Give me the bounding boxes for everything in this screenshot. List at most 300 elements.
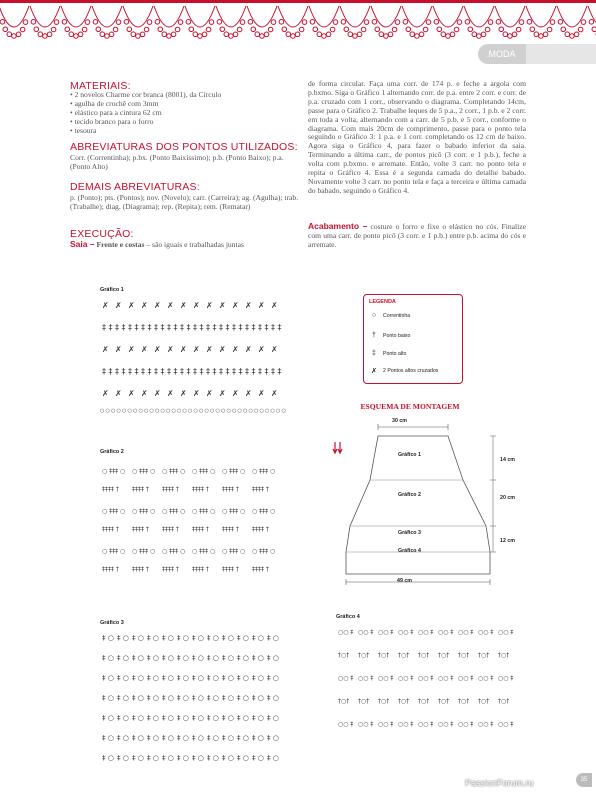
legend-label: Correntinha bbox=[383, 312, 411, 319]
crochet-stitch-icon: ‡ ○ bbox=[177, 754, 189, 762]
grafico-3-diagram bbox=[98, 630, 288, 775]
crochet-stitch-icon: ‡‡‡‡ † bbox=[252, 566, 269, 573]
lace-loop bbox=[570, 34, 575, 39]
crochet-stitch-icon: ✗ bbox=[232, 389, 239, 398]
crochet-stitch-icon: ‡ ○ bbox=[222, 654, 234, 662]
crochet-stitch-icon: ‡ ○ bbox=[162, 654, 174, 662]
crochet-stitch-icon: ‡ ○ bbox=[222, 694, 234, 702]
grafico-1-diagram bbox=[98, 296, 288, 416]
lace-loop bbox=[175, 27, 180, 32]
crochet-stitch-icon: ○○ ‡ bbox=[478, 629, 494, 636]
lace-loop bbox=[574, 32, 579, 37]
crochet-stitch-icon: ‡ ○ bbox=[162, 634, 174, 642]
crochet-stitch-icon: ‡ ‡ bbox=[154, 323, 165, 332]
crochet-stitch-icon: ‡ ○ bbox=[132, 654, 144, 662]
crochet-stitch-icon: ○ ‡‡‡ ○ bbox=[162, 468, 186, 475]
lace-loop bbox=[20, 27, 25, 32]
crochet-stitch-icon: ‡ ○ bbox=[192, 694, 204, 702]
crochet-stitch-icon: ✗ bbox=[271, 301, 278, 310]
crochet-stitch-icon: ○ ‡‡‡ ○ bbox=[102, 548, 126, 555]
lace-loop bbox=[392, 27, 397, 32]
crochet-stitch-icon: ○○ ‡ bbox=[338, 721, 354, 728]
crochet-stitch-icon: ✗ bbox=[258, 301, 265, 310]
lace-loop bbox=[260, 34, 265, 39]
lace-loop bbox=[127, 27, 132, 32]
crochet-stitch-icon: †○† bbox=[418, 652, 430, 659]
crochet-stitch-icon: ○○ ‡ bbox=[398, 629, 414, 636]
crochet-stitch-icon: ‡ ‡ bbox=[180, 323, 191, 332]
saia-paragraph bbox=[70, 240, 302, 250]
lace-loop bbox=[592, 27, 596, 32]
lace-loop bbox=[446, 34, 451, 39]
lace-loop bbox=[34, 27, 39, 32]
lace-loop bbox=[186, 20, 191, 25]
lace-loop bbox=[96, 27, 101, 32]
lace-loop bbox=[477, 34, 482, 39]
lace-loop bbox=[23, 20, 28, 25]
lace-loop bbox=[279, 20, 284, 25]
crochet-stitch-icon: ✗ bbox=[154, 301, 161, 310]
lace-loop bbox=[291, 34, 296, 39]
lace-loop bbox=[388, 32, 393, 37]
crochet-stitch-icon: ○ bbox=[232, 408, 237, 414]
grafico-4-diagram bbox=[334, 622, 524, 747]
crochet-stitch-icon: ‡ ○ bbox=[117, 754, 129, 762]
crochet-stitch-icon: ‡ ○ bbox=[222, 754, 234, 762]
crochet-stitch-icon: ‡ ○ bbox=[102, 694, 114, 702]
acabamento-paragraph bbox=[308, 222, 526, 250]
lace-loop bbox=[69, 32, 74, 37]
crochet-stitch-icon: ○ ‡‡‡ ○ bbox=[222, 548, 246, 555]
materiais-heading: MATERIAIS: bbox=[70, 80, 131, 92]
crochet-stitch-icon: ✗ bbox=[128, 301, 135, 310]
abrev-pontos-text: Corr. (Correntinha); p.bx. (Ponto Baixíssimo); p.b. (Ponto Baixo); p.a. (Ponto Alto) bbox=[70, 153, 284, 171]
crochet-stitch-icon: ✗ bbox=[141, 301, 148, 310]
lace-loop bbox=[229, 34, 234, 39]
crochet-stitch-icon: ○○ ‡ bbox=[498, 675, 514, 682]
lace-loop bbox=[485, 27, 490, 32]
lace-loop bbox=[344, 27, 349, 32]
crochet-stitch-icon: ‡ ‡ bbox=[115, 367, 126, 376]
crochet-stitch-icon: ‡ ○ bbox=[237, 754, 249, 762]
lace-loop bbox=[65, 27, 70, 32]
lace-loop bbox=[3, 27, 8, 32]
lace-loop bbox=[457, 20, 462, 25]
lace-loop bbox=[295, 32, 300, 37]
crochet-stitch-icon: ‡ ○ bbox=[117, 694, 129, 702]
crochet-stitch-icon: ✗ bbox=[115, 389, 122, 398]
crochet-stitch-icon: ‡ ○ bbox=[177, 654, 189, 662]
crochet-stitch-icon: ○ bbox=[248, 408, 253, 414]
saia-label: Saia – bbox=[70, 239, 95, 249]
lace-loop bbox=[589, 20, 594, 25]
crochet-stitch-icon: ○○ ‡ bbox=[358, 675, 374, 682]
crochet-stitch-icon: †○† bbox=[358, 652, 370, 659]
lace-loop bbox=[302, 20, 307, 25]
crochet-stitch-icon: ‡ ‡ bbox=[141, 367, 152, 376]
lace-loop bbox=[558, 20, 563, 25]
lace-loop bbox=[158, 27, 163, 32]
lace-loop bbox=[167, 34, 172, 39]
crochet-stitch-icon: ‡ ○ bbox=[102, 714, 114, 722]
crochet-stitch-icon: †○† bbox=[438, 652, 450, 659]
lace-loop bbox=[534, 32, 539, 37]
lace-loop bbox=[468, 27, 473, 32]
crochet-stitch-icon: ‡ ○ bbox=[252, 674, 264, 682]
crochet-stitch-icon: ✗ bbox=[154, 389, 161, 398]
lace-loop bbox=[406, 27, 411, 32]
lace-loop bbox=[488, 20, 493, 25]
lace-loop bbox=[206, 27, 211, 32]
lace-loop bbox=[43, 34, 48, 39]
crochet-stitch-icon: ‡ ‡ bbox=[128, 367, 139, 376]
lace-loop bbox=[357, 32, 362, 37]
crochet-stitch-icon: ‡ ○ bbox=[237, 634, 249, 642]
crochet-stitch-icon: ‡ ○ bbox=[267, 654, 279, 662]
crochet-stitch-icon: ○○ ‡ bbox=[398, 721, 414, 728]
crochet-stitch-icon: ‡ ○ bbox=[132, 694, 144, 702]
lace-loop bbox=[178, 20, 183, 25]
crochet-stitch-icon: ✗ bbox=[245, 389, 252, 398]
crochet-stitch-icon: ‡ ○ bbox=[162, 694, 174, 702]
lace-loop bbox=[202, 32, 207, 37]
lace-loop bbox=[415, 34, 420, 39]
lace-loop bbox=[379, 32, 384, 37]
crochet-stitch-icon: ○ ‡‡‡ ○ bbox=[102, 468, 126, 475]
crochet-stitch-icon: ‡ ‡ bbox=[167, 323, 178, 332]
crochet-stitch-icon: ‡ ‡ bbox=[232, 323, 243, 332]
crochet-stitch-icon: ○ ‡‡‡ ○ bbox=[192, 548, 216, 555]
lace-loop bbox=[375, 27, 380, 32]
crochet-stitch-icon: ‡ ‡ bbox=[193, 367, 204, 376]
crochet-stitch-icon: †○† bbox=[478, 652, 490, 659]
lace-loop bbox=[124, 20, 129, 25]
legend-item bbox=[370, 312, 410, 319]
legend-item bbox=[370, 332, 410, 339]
lace-loop bbox=[198, 34, 203, 39]
lace-loop bbox=[193, 32, 198, 37]
crochet-stitch-icon: ‡ ○ bbox=[102, 674, 114, 682]
crochet-stitch-icon: ○ ‡‡‡ ○ bbox=[132, 548, 156, 555]
crochet-stitch-icon: ‡ ○ bbox=[207, 714, 219, 722]
crochet-stitch-icon: ○ bbox=[270, 408, 275, 414]
crochet-stitch-icon: ○ bbox=[210, 408, 215, 414]
chain-icon: ○ bbox=[371, 312, 377, 319]
crochet-stitch-icon: ‡ ○ bbox=[267, 674, 279, 682]
lace-loop bbox=[113, 27, 118, 32]
crochet-stitch-icon: ✗ bbox=[219, 301, 226, 310]
section-grafico-1: Gráfico 1 bbox=[398, 452, 421, 458]
acabamento-text: costure o forro e fixe o elástico no cós. Finalize com uma carr. de ponto picô (3 corr. e 1 p.b.) entre p.b. acima do cós e arremate. bbox=[308, 222, 526, 249]
crochet-stitch-icon: ○ bbox=[265, 408, 270, 414]
crochet-stitch-icon: ‡ ○ bbox=[192, 754, 204, 762]
crochet-stitch-icon: ○ bbox=[199, 408, 204, 414]
crochet-stitch-icon: ‡ ‡ bbox=[206, 323, 217, 332]
crochet-stitch-icon: ○ bbox=[133, 408, 138, 414]
crochet-stitch-icon: ✗ bbox=[102, 301, 109, 310]
crochet-stitch-icon: ‡ ○ bbox=[267, 694, 279, 702]
crochet-stitch-icon: ‡ ○ bbox=[192, 714, 204, 722]
lace-loop bbox=[74, 34, 79, 39]
lace-loop bbox=[116, 20, 121, 25]
crochet-stitch-icon: ‡ ○ bbox=[102, 734, 114, 742]
crochet-stitch-icon: ‡‡‡‡ † bbox=[102, 566, 119, 573]
crochet-stitch-icon: ○ bbox=[171, 408, 176, 414]
grafico-4-label: Gráfico 4 bbox=[336, 614, 360, 620]
lace-loop bbox=[496, 20, 501, 25]
crochet-stitch-icon: ‡ ‡ bbox=[193, 323, 204, 332]
crochet-stitch-icon: ✗ bbox=[232, 301, 239, 310]
crochet-stitch-icon: †○† bbox=[458, 652, 470, 659]
crochet-stitch-icon: ‡ ‡ bbox=[180, 367, 191, 376]
crochet-stitch-icon: ○ bbox=[204, 408, 209, 414]
acabamento-label: Acabamento – bbox=[308, 221, 368, 231]
crochet-stitch-icon: ○ ‡‡‡ ○ bbox=[252, 548, 276, 555]
legend-label: 2 Pontos altos cruzados bbox=[383, 368, 439, 374]
crochet-stitch-icon: ‡ ○ bbox=[132, 674, 144, 682]
crochet-stitch-icon: ‡ ○ bbox=[177, 714, 189, 722]
lace-loop bbox=[465, 20, 470, 25]
top-width: 30 cm bbox=[392, 418, 408, 424]
crochet-stitch-icon: ✗ bbox=[115, 345, 122, 354]
crochet-stitch-icon: ‡ ○ bbox=[222, 734, 234, 742]
lace-loop bbox=[364, 20, 369, 25]
lace-loop bbox=[454, 27, 459, 32]
crochet-stitch-icon: ‡‡‡‡ † bbox=[252, 486, 269, 493]
crochet-stitch-icon: †○† bbox=[338, 698, 350, 705]
crochet-stitch-icon: ‡ ○ bbox=[192, 734, 204, 742]
crochet-stitch-icon: ○ ‡‡‡ ○ bbox=[162, 548, 186, 555]
lace-loop bbox=[268, 27, 273, 32]
crochet-stitch-icon: ✗ bbox=[232, 345, 239, 354]
lace-loop bbox=[341, 20, 346, 25]
crochet-stitch-icon: ‡ ○ bbox=[267, 634, 279, 642]
crochet-stitch-icon: ○ bbox=[259, 408, 264, 414]
section-grafico-2: Gráfico 2 bbox=[398, 492, 421, 498]
dim-20: 20 cm bbox=[500, 495, 516, 501]
crochet-stitch-icon: ○○ ‡ bbox=[478, 675, 494, 682]
lace-loop bbox=[240, 20, 245, 25]
crochet-stitch-icon: ‡ ○ bbox=[267, 734, 279, 742]
lace-loop bbox=[85, 20, 90, 25]
lace-loop bbox=[395, 20, 400, 25]
crochet-stitch-icon: ‡ ○ bbox=[252, 734, 264, 742]
crochet-stitch-icon: ✗ bbox=[219, 345, 226, 354]
section-grafico-3: Gráfico 3 bbox=[398, 530, 421, 536]
lace-loop bbox=[100, 32, 105, 37]
crochet-stitch-icon: ‡ ‡ bbox=[206, 367, 217, 376]
lace-loop bbox=[434, 20, 439, 25]
crochet-stitch-icon: ‡ ○ bbox=[117, 734, 129, 742]
crochet-stitch-icon: ○ bbox=[144, 408, 149, 414]
abrev-pontos-heading: ABREVIATURAS DOS PONTOS UTILIZADOS: bbox=[70, 141, 298, 153]
lace-loop bbox=[82, 27, 87, 32]
crochet-stitch-icon: ✗ bbox=[180, 345, 187, 354]
crochet-stitch-icon: ‡ ○ bbox=[102, 754, 114, 762]
crochet-stitch-icon: ○ bbox=[100, 408, 105, 414]
crochet-stitch-icon: ‡ ○ bbox=[237, 714, 249, 722]
crochet-stitch-icon: ✗ bbox=[154, 345, 161, 354]
crochet-stitch-icon: ‡ ○ bbox=[147, 694, 159, 702]
legend-label: Ponto baixo bbox=[383, 332, 411, 339]
lace-loop bbox=[299, 27, 304, 32]
crochet-stitch-icon: ‡ ○ bbox=[252, 694, 264, 702]
crochet-stitch-icon: ✗ bbox=[271, 389, 278, 398]
crochet-stitch-icon: ✗ bbox=[141, 345, 148, 354]
crochet-stitch-icon: ‡ ○ bbox=[147, 714, 159, 722]
lace-loop bbox=[313, 27, 318, 32]
crochet-stitch-icon: ○ bbox=[111, 408, 116, 414]
lace-loop bbox=[209, 20, 214, 25]
lace-loop bbox=[38, 32, 43, 37]
lace-loop bbox=[147, 20, 152, 25]
crochet-stitch-icon: ○ bbox=[276, 408, 281, 414]
lace-loop bbox=[282, 27, 287, 32]
crochet-stitch-icon: ○ bbox=[105, 408, 110, 414]
crochet-stitch-icon: †○† bbox=[418, 698, 430, 705]
section-tag-bar bbox=[526, 44, 596, 64]
crochet-stitch-icon: ‡ ○ bbox=[252, 714, 264, 722]
lace-loop bbox=[353, 34, 358, 39]
lace-loop bbox=[105, 34, 110, 39]
list-item: • elástico para a cintura 62 cm bbox=[70, 109, 300, 118]
crochet-stitch-icon: ‡ ‡ bbox=[167, 367, 178, 376]
demais-text: p. (Ponto); pts. (Pontos); nov. (Novelo); carr. (Carreira); ag. (Agulha); trab. (Trabalhe); diag. (Diagrama); rep. (Repita); rem. (Rematar) bbox=[70, 193, 299, 211]
crochet-stitch-icon: ‡ ○ bbox=[237, 654, 249, 662]
crochet-stitch-icon: ○○ ‡ bbox=[438, 629, 454, 636]
crochet-stitch-icon: ‡ ○ bbox=[237, 734, 249, 742]
lace-loop bbox=[561, 27, 566, 32]
double-crochet-icon: ‡ bbox=[372, 350, 376, 357]
crochet-stitch-icon: ○○ ‡ bbox=[378, 629, 394, 636]
crochet-stitch-icon: ○ bbox=[116, 408, 121, 414]
crochet-stitch-icon: ✗ bbox=[128, 389, 135, 398]
crochet-stitch-icon: ○ ‡‡‡ ○ bbox=[192, 508, 216, 515]
lace-loop bbox=[519, 20, 524, 25]
lace-loop bbox=[543, 32, 548, 37]
lace-loop bbox=[217, 20, 222, 25]
lace-loop bbox=[450, 32, 455, 37]
crochet-stitch-icon: ○ bbox=[188, 408, 193, 414]
crochet-stitch-icon: ‡ ‡ bbox=[141, 323, 152, 332]
crochet-stitch-icon: ○ bbox=[243, 408, 248, 414]
lace-loop bbox=[78, 32, 83, 37]
section-tag: MODA bbox=[478, 44, 526, 64]
crochet-stitch-icon: ○ bbox=[166, 408, 171, 414]
crochet-stitch-icon: ○ bbox=[149, 408, 154, 414]
lace-loop bbox=[224, 32, 229, 37]
crochet-stitch-icon: ○ bbox=[177, 408, 182, 414]
legend-item bbox=[370, 350, 406, 357]
crochet-stitch-icon: ‡ ○ bbox=[162, 714, 174, 722]
crochet-stitch-icon: ○○ ‡ bbox=[418, 675, 434, 682]
crochet-stitch-icon: ‡‡‡‡ † bbox=[162, 486, 179, 493]
crochet-stitch-icon: ✗ bbox=[206, 301, 213, 310]
lace-loop bbox=[140, 32, 145, 37]
lace-loop bbox=[255, 32, 260, 37]
crochet-stitch-icon: ○○ ‡ bbox=[438, 675, 454, 682]
crochet-stitch-icon: ‡‡‡‡ † bbox=[132, 566, 149, 573]
crochet-stitch-icon: †○† bbox=[398, 698, 410, 705]
crochet-stitch-icon: ✗ bbox=[180, 389, 187, 398]
crochet-stitch-icon: ✗ bbox=[193, 389, 200, 398]
lace-loop bbox=[423, 27, 428, 32]
crochet-stitch-icon: ‡ ○ bbox=[207, 734, 219, 742]
lace-loop bbox=[550, 20, 555, 25]
lace-loop bbox=[16, 32, 21, 37]
crochet-stitch-icon: ○ bbox=[226, 408, 231, 414]
crochet-stitch-icon: ‡ ○ bbox=[177, 734, 189, 742]
crochet-stitch-icon: ‡ ○ bbox=[192, 674, 204, 682]
lace-loop bbox=[162, 32, 167, 37]
crochet-stitch-icon: ○○ ‡ bbox=[378, 721, 394, 728]
lace-loop bbox=[171, 32, 176, 37]
crochet-stitch-icon: ‡ ○ bbox=[132, 634, 144, 642]
lace-loop bbox=[7, 32, 12, 37]
lace-loop bbox=[426, 20, 431, 25]
crochet-stitch-icon: ○ bbox=[221, 408, 226, 414]
lace-loop bbox=[403, 20, 408, 25]
crochet-stitch-icon: ✗ bbox=[128, 345, 135, 354]
crochet-stitch-icon: ‡ ○ bbox=[147, 674, 159, 682]
lace-loop bbox=[131, 32, 136, 37]
crochet-stitch-icon: ✗ bbox=[193, 301, 200, 310]
crochet-stitch-icon: ‡‡‡‡ † bbox=[162, 526, 179, 533]
crochet-stitch-icon: †○† bbox=[478, 698, 490, 705]
crochet-stitch-icon: †○† bbox=[498, 652, 510, 659]
crochet-stitch-icon: ✗ bbox=[167, 345, 174, 354]
lace-loop bbox=[512, 32, 517, 37]
crochet-stitch-icon: †○† bbox=[458, 698, 470, 705]
crochet-stitch-icon: ○○ ‡ bbox=[378, 675, 394, 682]
crochet-stitch-icon: ○ ‡‡‡ ○ bbox=[252, 468, 276, 475]
crochet-stitch-icon: ✗ bbox=[115, 301, 122, 310]
crochet-stitch-icon: ✗ bbox=[245, 345, 252, 354]
crochet-stitch-icon: †○† bbox=[438, 698, 450, 705]
esquema-title: ESQUEMA DE MONTAGEM bbox=[360, 402, 460, 411]
crochet-stitch-icon: ‡‡‡‡ † bbox=[222, 526, 239, 533]
lace-loop bbox=[508, 34, 513, 39]
lace-loop bbox=[472, 32, 477, 37]
lace-loop bbox=[51, 27, 56, 32]
lace-loop bbox=[333, 20, 338, 25]
section-grafico-4: Gráfico 4 bbox=[398, 548, 421, 554]
crochet-stitch-icon: †○† bbox=[358, 698, 370, 705]
crochet-stitch-icon: ‡‡‡‡ † bbox=[162, 566, 179, 573]
lace-loop bbox=[322, 34, 327, 39]
legend-label: Ponto alto bbox=[383, 350, 407, 357]
crochet-stitch-icon: ‡ ○ bbox=[252, 654, 264, 662]
lace-loop bbox=[264, 32, 269, 37]
crochet-stitch-icon: ✗ bbox=[193, 345, 200, 354]
crochet-stitch-icon: ✗ bbox=[102, 345, 109, 354]
crochet-stitch-icon: †○† bbox=[498, 698, 510, 705]
saia-text: – são iguais e trabalhadas juntas bbox=[146, 240, 244, 249]
crochet-stitch-icon: ✗ bbox=[141, 389, 148, 398]
crochet-stitch-icon: ✗ bbox=[167, 389, 174, 398]
crochet-stitch-icon: ✗ bbox=[206, 389, 213, 398]
crochet-stitch-icon: ‡‡‡‡ † bbox=[102, 526, 119, 533]
crochet-stitch-icon: ‡‡‡‡ † bbox=[222, 566, 239, 573]
crochet-stitch-icon: ‡ ○ bbox=[117, 634, 129, 642]
crochet-stitch-icon: ‡ ‡ bbox=[258, 367, 269, 376]
crochet-stitch-icon: ✗ bbox=[219, 389, 226, 398]
crochet-stitch-icon: ‡ ○ bbox=[192, 654, 204, 662]
grafico-2-diagram bbox=[98, 459, 288, 584]
crochet-stitch-icon: ○ ‡‡‡ ○ bbox=[162, 508, 186, 515]
crossed-double-icon: ✗ bbox=[371, 368, 377, 375]
crochet-stitch-icon: ‡ ○ bbox=[267, 714, 279, 722]
